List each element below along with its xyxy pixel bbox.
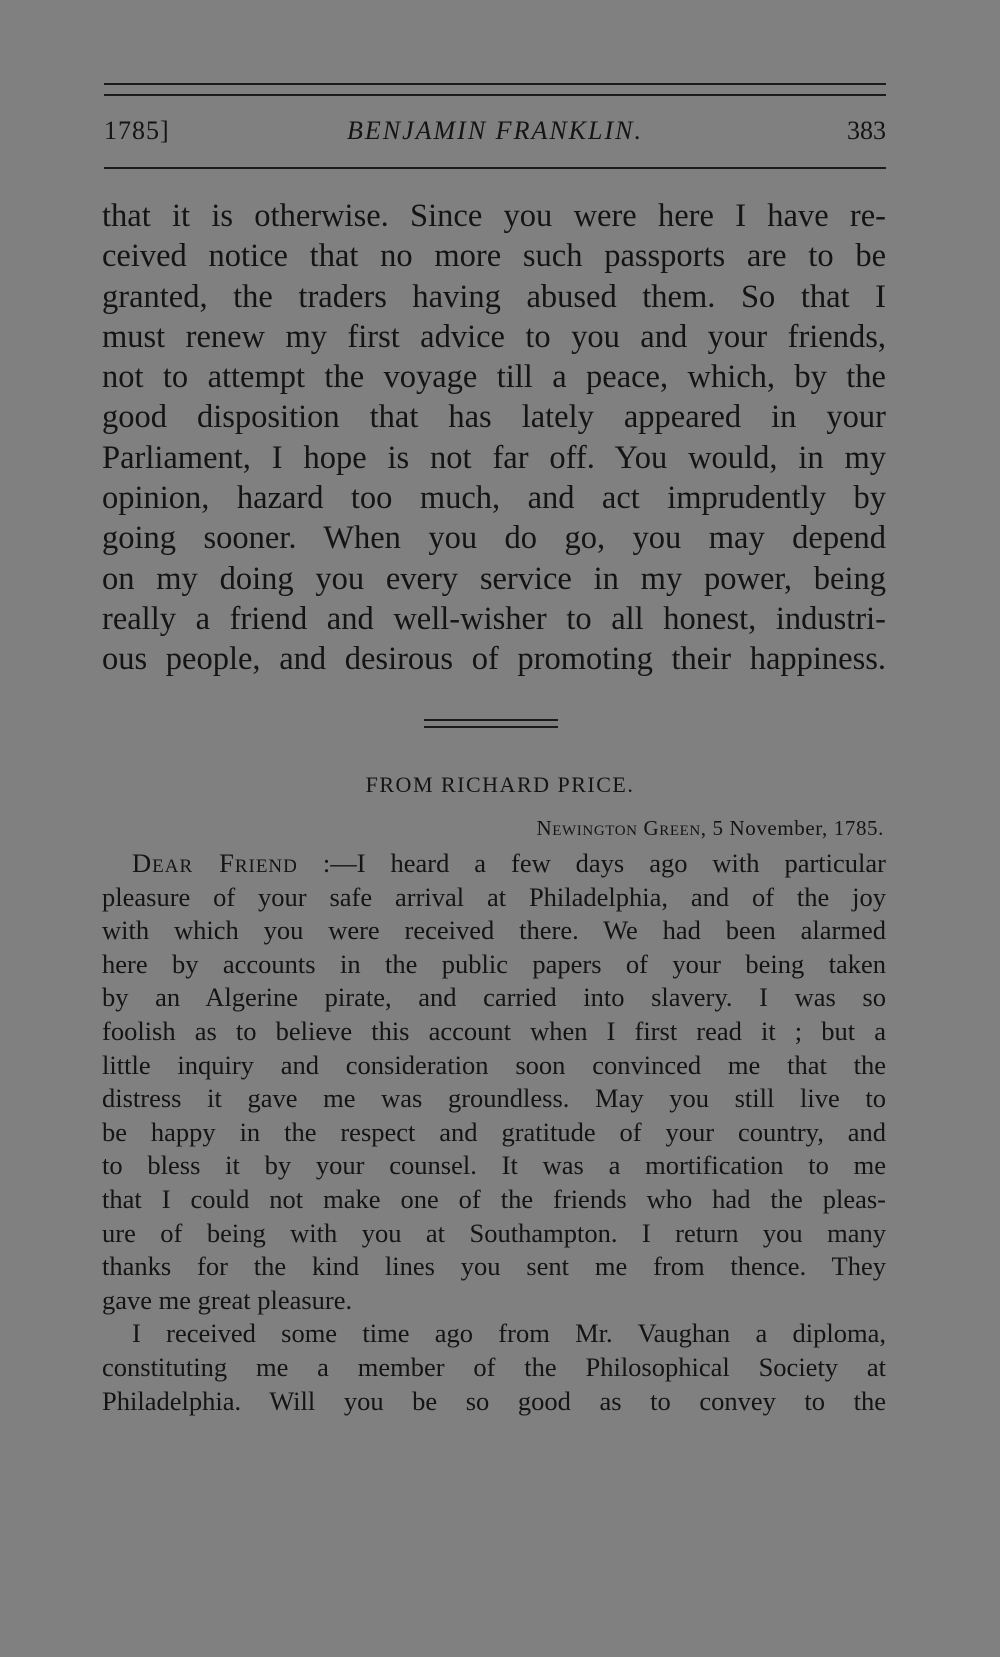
text-line: thanks for the kind lines you sent me from thence. They bbox=[102, 1251, 886, 1282]
salutation-continuation: :—I heard a few days ago with particular bbox=[322, 848, 886, 878]
text-line: constituting me a member of the Philosophical Society at bbox=[102, 1351, 886, 1382]
text-line: must renew my first advice to you and your friends, bbox=[102, 318, 886, 355]
running-head-title: BENJAMIN FRANKLIN. bbox=[347, 116, 643, 145]
salutation-line bbox=[102, 847, 886, 881]
text-line: Philadelphia. Will you be so good as to convey to the bbox=[102, 1385, 886, 1416]
text-line: distress it gave me was groundless. May you still live to bbox=[102, 1083, 886, 1114]
letter-heading: FROM RICHARD PRICE. bbox=[365, 772, 635, 797]
text-line: Parliament, I hope is not far off. You would, in my bbox=[102, 439, 886, 476]
page-number: 383 bbox=[847, 116, 886, 145]
letter-body bbox=[102, 847, 886, 1418]
running-head bbox=[104, 116, 886, 156]
text-line: by an Algerine pirate, and carried into slavery. I was so bbox=[102, 982, 886, 1013]
dateline-date: 5 November, 1785. bbox=[712, 816, 884, 840]
head-rule bbox=[104, 167, 886, 169]
text-line: with which you were received there. We had been alarmed bbox=[102, 915, 886, 946]
text-line: to bless it by your counsel. It was a mortification to me bbox=[102, 1150, 886, 1181]
section-separator bbox=[424, 719, 558, 721]
text-line: that I could not make one of the friends who had the pleas- bbox=[102, 1183, 886, 1214]
top-rule bbox=[104, 83, 886, 85]
text-line: that it is otherwise. Since you were here I have re- bbox=[102, 198, 886, 234]
top-rule-thin bbox=[104, 94, 886, 96]
text-line: really a friend and well-wisher to all honest, industri- bbox=[102, 600, 886, 637]
text-line: ure of being with you at Southampton. I return you many bbox=[102, 1217, 886, 1248]
letter-dateline bbox=[537, 816, 885, 841]
section-separator-second bbox=[424, 726, 558, 728]
text-line: going sooner. When you do go, you may depend bbox=[102, 520, 886, 557]
text-line: on my doing you every service in my power, being bbox=[102, 560, 886, 597]
text-line: gave me great pleasure. bbox=[102, 1284, 353, 1315]
dateline-place: Newington Green, bbox=[536, 816, 707, 840]
salutation: Dear Friend bbox=[132, 848, 298, 878]
text-line: pleasure of your safe arrival at Philadelphia, and of the joy bbox=[102, 881, 886, 912]
text-line: opinion, hazard too much, and act imprudently by bbox=[102, 480, 886, 517]
text-line: good disposition that has lately appeared in your bbox=[102, 399, 886, 436]
text-line: little inquiry and consideration soon convinced me that the bbox=[102, 1049, 886, 1080]
text-line: I received some time ago from Mr. Vaughan a diploma, bbox=[132, 1318, 886, 1349]
text-line: ous people, and desirous of promoting their happiness. bbox=[102, 641, 886, 678]
text-line: granted, the traders having abused them. So that I bbox=[102, 278, 886, 315]
continued-paragraph bbox=[102, 196, 886, 680]
text-line: not to attempt the voyage till a peace, which, by the bbox=[102, 359, 886, 396]
text-line: here by accounts in the public papers of your being taken bbox=[102, 948, 886, 979]
text-line: ceived notice that no more such passports are to be bbox=[102, 238, 886, 275]
running-head-year: 1785] bbox=[104, 116, 170, 145]
text-line: be happy in the respect and gratitude of your country, and bbox=[102, 1116, 886, 1147]
text-line: foolish as to believe this account when I first read it ; but a bbox=[102, 1015, 886, 1046]
